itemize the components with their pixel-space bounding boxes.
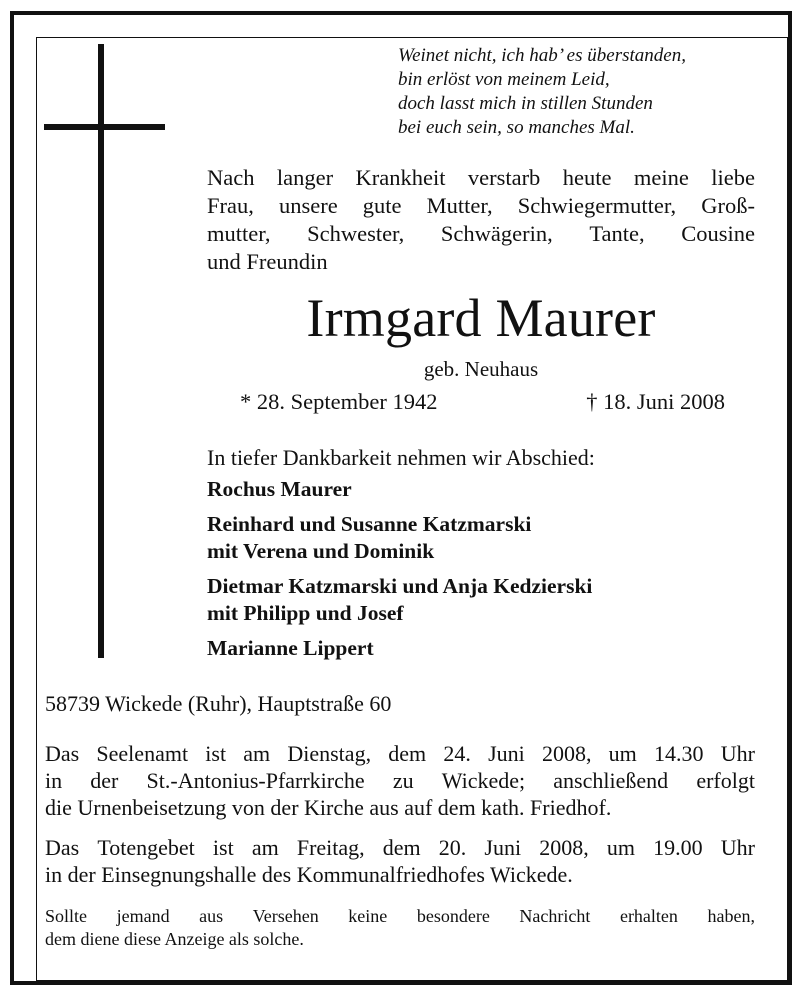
text-line xyxy=(45,834,755,861)
word: liebe xyxy=(711,165,755,190)
word: Das xyxy=(45,835,80,860)
cross-vertical-bar xyxy=(98,44,104,658)
word: Nachricht xyxy=(519,906,591,926)
word: heute xyxy=(562,165,612,190)
word: unsere xyxy=(278,193,338,218)
word: um xyxy=(608,741,637,766)
mourner-group xyxy=(207,573,755,627)
birth-date: * 28. September 1942 xyxy=(240,389,438,414)
text-line: dem diene diese Anzeige als solche. xyxy=(45,929,304,949)
text-line: und Freundin xyxy=(207,249,328,274)
word: aus xyxy=(199,906,224,926)
word: Tante, xyxy=(589,221,645,246)
word: St.-Antonius-Pfarrkirche xyxy=(146,768,365,793)
word: Mutter, xyxy=(426,193,493,218)
word: haben, xyxy=(707,906,755,926)
word: meine xyxy=(633,165,689,190)
notice-paragraph xyxy=(45,905,755,951)
word: Uhr xyxy=(720,835,755,860)
word: ist xyxy=(212,835,234,860)
word: Cousine xyxy=(681,221,755,246)
mourner-group xyxy=(207,511,755,565)
thanks-line: In tiefer Dankbarkeit nehmen wir Abschied: xyxy=(207,445,595,470)
word: mutter, xyxy=(207,221,271,246)
prayer-paragraph xyxy=(45,834,755,888)
word: 2008, xyxy=(541,741,592,766)
text-line xyxy=(45,740,755,767)
verse-line: bei euch sein, so manches Mal. xyxy=(398,117,635,138)
maiden-name: geb. Neuhaus xyxy=(423,357,539,381)
word: Krankheit xyxy=(355,165,446,190)
word: Juni xyxy=(484,835,522,860)
text-line xyxy=(45,905,755,928)
word: am xyxy=(243,741,271,766)
word: dem xyxy=(388,741,427,766)
mourner-list xyxy=(207,476,755,670)
word: dem xyxy=(382,835,421,860)
text-line xyxy=(207,192,755,220)
word: Versehen xyxy=(252,906,319,926)
memorial-verse xyxy=(398,44,758,140)
mourner-group xyxy=(207,635,755,662)
word: Totengebet xyxy=(97,835,195,860)
word: um xyxy=(606,835,635,860)
intro-text xyxy=(207,164,755,276)
mourner-line: mit Philipp und Josef xyxy=(207,601,404,625)
word: 20. xyxy=(438,835,467,860)
word: Seelenamt xyxy=(96,741,189,766)
word: verstarb xyxy=(467,165,541,190)
mourner-group xyxy=(207,476,755,503)
word: ist xyxy=(205,741,227,766)
word: Frau, xyxy=(207,193,254,218)
word: Schwiegermutter, xyxy=(517,193,677,218)
word: Wickede; xyxy=(441,768,526,793)
word: am xyxy=(251,835,279,860)
word: 14.30 xyxy=(653,741,704,766)
death-date: † 18. Juni 2008 xyxy=(586,389,725,414)
word: gute xyxy=(362,193,402,218)
verse-line: Weinet nicht, ich hab’ es überstanden, xyxy=(398,45,686,66)
text-line xyxy=(45,767,755,794)
word: Nach xyxy=(207,165,255,190)
verse-line: bin erlöst von meinem Leid, xyxy=(398,69,610,90)
mourner-line: Reinhard und Susanne Katzmarski xyxy=(207,512,532,536)
word: erhalten xyxy=(619,906,678,926)
word: besondere xyxy=(416,906,490,926)
word: Schwägerin, xyxy=(440,221,553,246)
text-line: in der Einsegnungshalle des Kommunalfriedhofes Wickede. xyxy=(45,862,573,887)
requiem-paragraph xyxy=(45,740,755,821)
word: Sollte xyxy=(45,906,88,926)
address: 58739 Wickede (Ruhr), Hauptstraße 60 xyxy=(45,691,392,716)
word: langer xyxy=(276,165,334,190)
word: Freitag, xyxy=(296,835,365,860)
word: zu xyxy=(392,768,414,793)
word: in xyxy=(45,768,63,793)
word: 2008, xyxy=(539,835,589,860)
word: 19.00 xyxy=(653,835,703,860)
text-line: die Urnenbeisetzung von der Kirche aus auf dem kath. Friedhof. xyxy=(45,795,612,820)
cross-horizontal-bar xyxy=(44,124,165,130)
word: jemand xyxy=(116,906,170,926)
text-line xyxy=(207,220,755,248)
verse-line: doch lasst mich in stillen Stunden xyxy=(398,93,653,114)
mourner-line: Marianne Lippert xyxy=(207,636,374,660)
word: Dienstag, xyxy=(287,741,372,766)
word: erfolgt xyxy=(696,768,755,793)
word: 24. xyxy=(443,741,471,766)
word: Schwester, xyxy=(307,221,405,246)
life-dates xyxy=(240,388,725,416)
word: Das xyxy=(45,741,80,766)
deceased-name: Irmgard Maurer xyxy=(306,288,656,348)
word: der xyxy=(90,768,119,793)
text-line xyxy=(207,164,755,192)
mourner-line: mit Verena und Dominik xyxy=(207,539,435,563)
word: anschließend xyxy=(553,768,669,793)
word: Groß- xyxy=(701,193,755,218)
mourner-line: Dietmar Katzmarski und Anja Kedzierski xyxy=(207,574,593,598)
word: keine xyxy=(348,906,388,926)
word: Juni xyxy=(488,741,525,766)
mourner-line: Rochus Maurer xyxy=(207,477,352,501)
word: Uhr xyxy=(720,741,755,766)
